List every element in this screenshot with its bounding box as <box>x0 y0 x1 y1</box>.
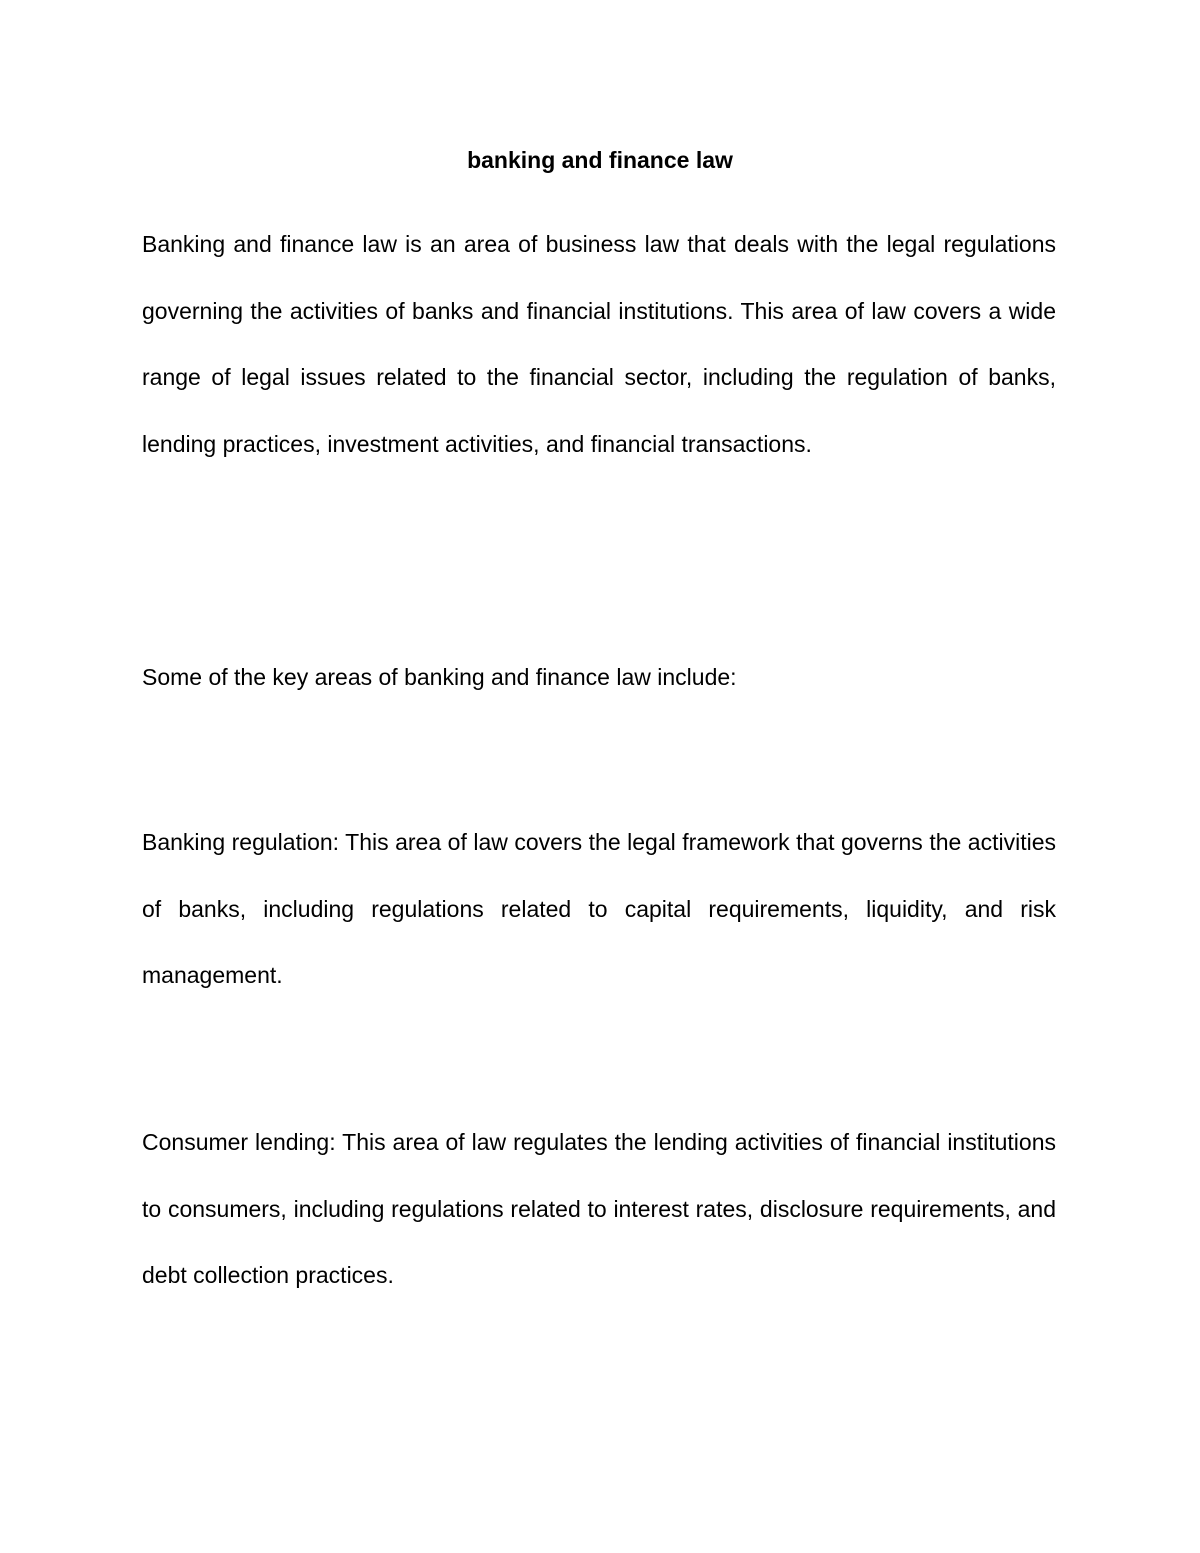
paragraph-consumer-lending: Consumer lending: This area of law regulates the lending activities of financial institutions to consumers, including regulations related to interest rates, disclosure requirements, and debt collection practices. <box>142 1129 1056 1289</box>
document-title: banking and finance law <box>467 147 733 173</box>
paragraph-banking-regulation: Banking regulation: This area of law covers the legal framework that governs the activities of banks, including regulations related to capital requirements, liquidity, and risk management. <box>142 829 1056 989</box>
paragraph-key-areas: Some of the key areas of banking and finance law include: <box>142 664 737 690</box>
paragraph-intro: Banking and finance law is an area of business law that deals with the legal regulations governing the activities of banks and financial institutions. This area of law covers a wide range of legal issues related to the financial sector, including the regulation of banks, lending practices, investment activities, and financial transactions. <box>142 231 1056 457</box>
